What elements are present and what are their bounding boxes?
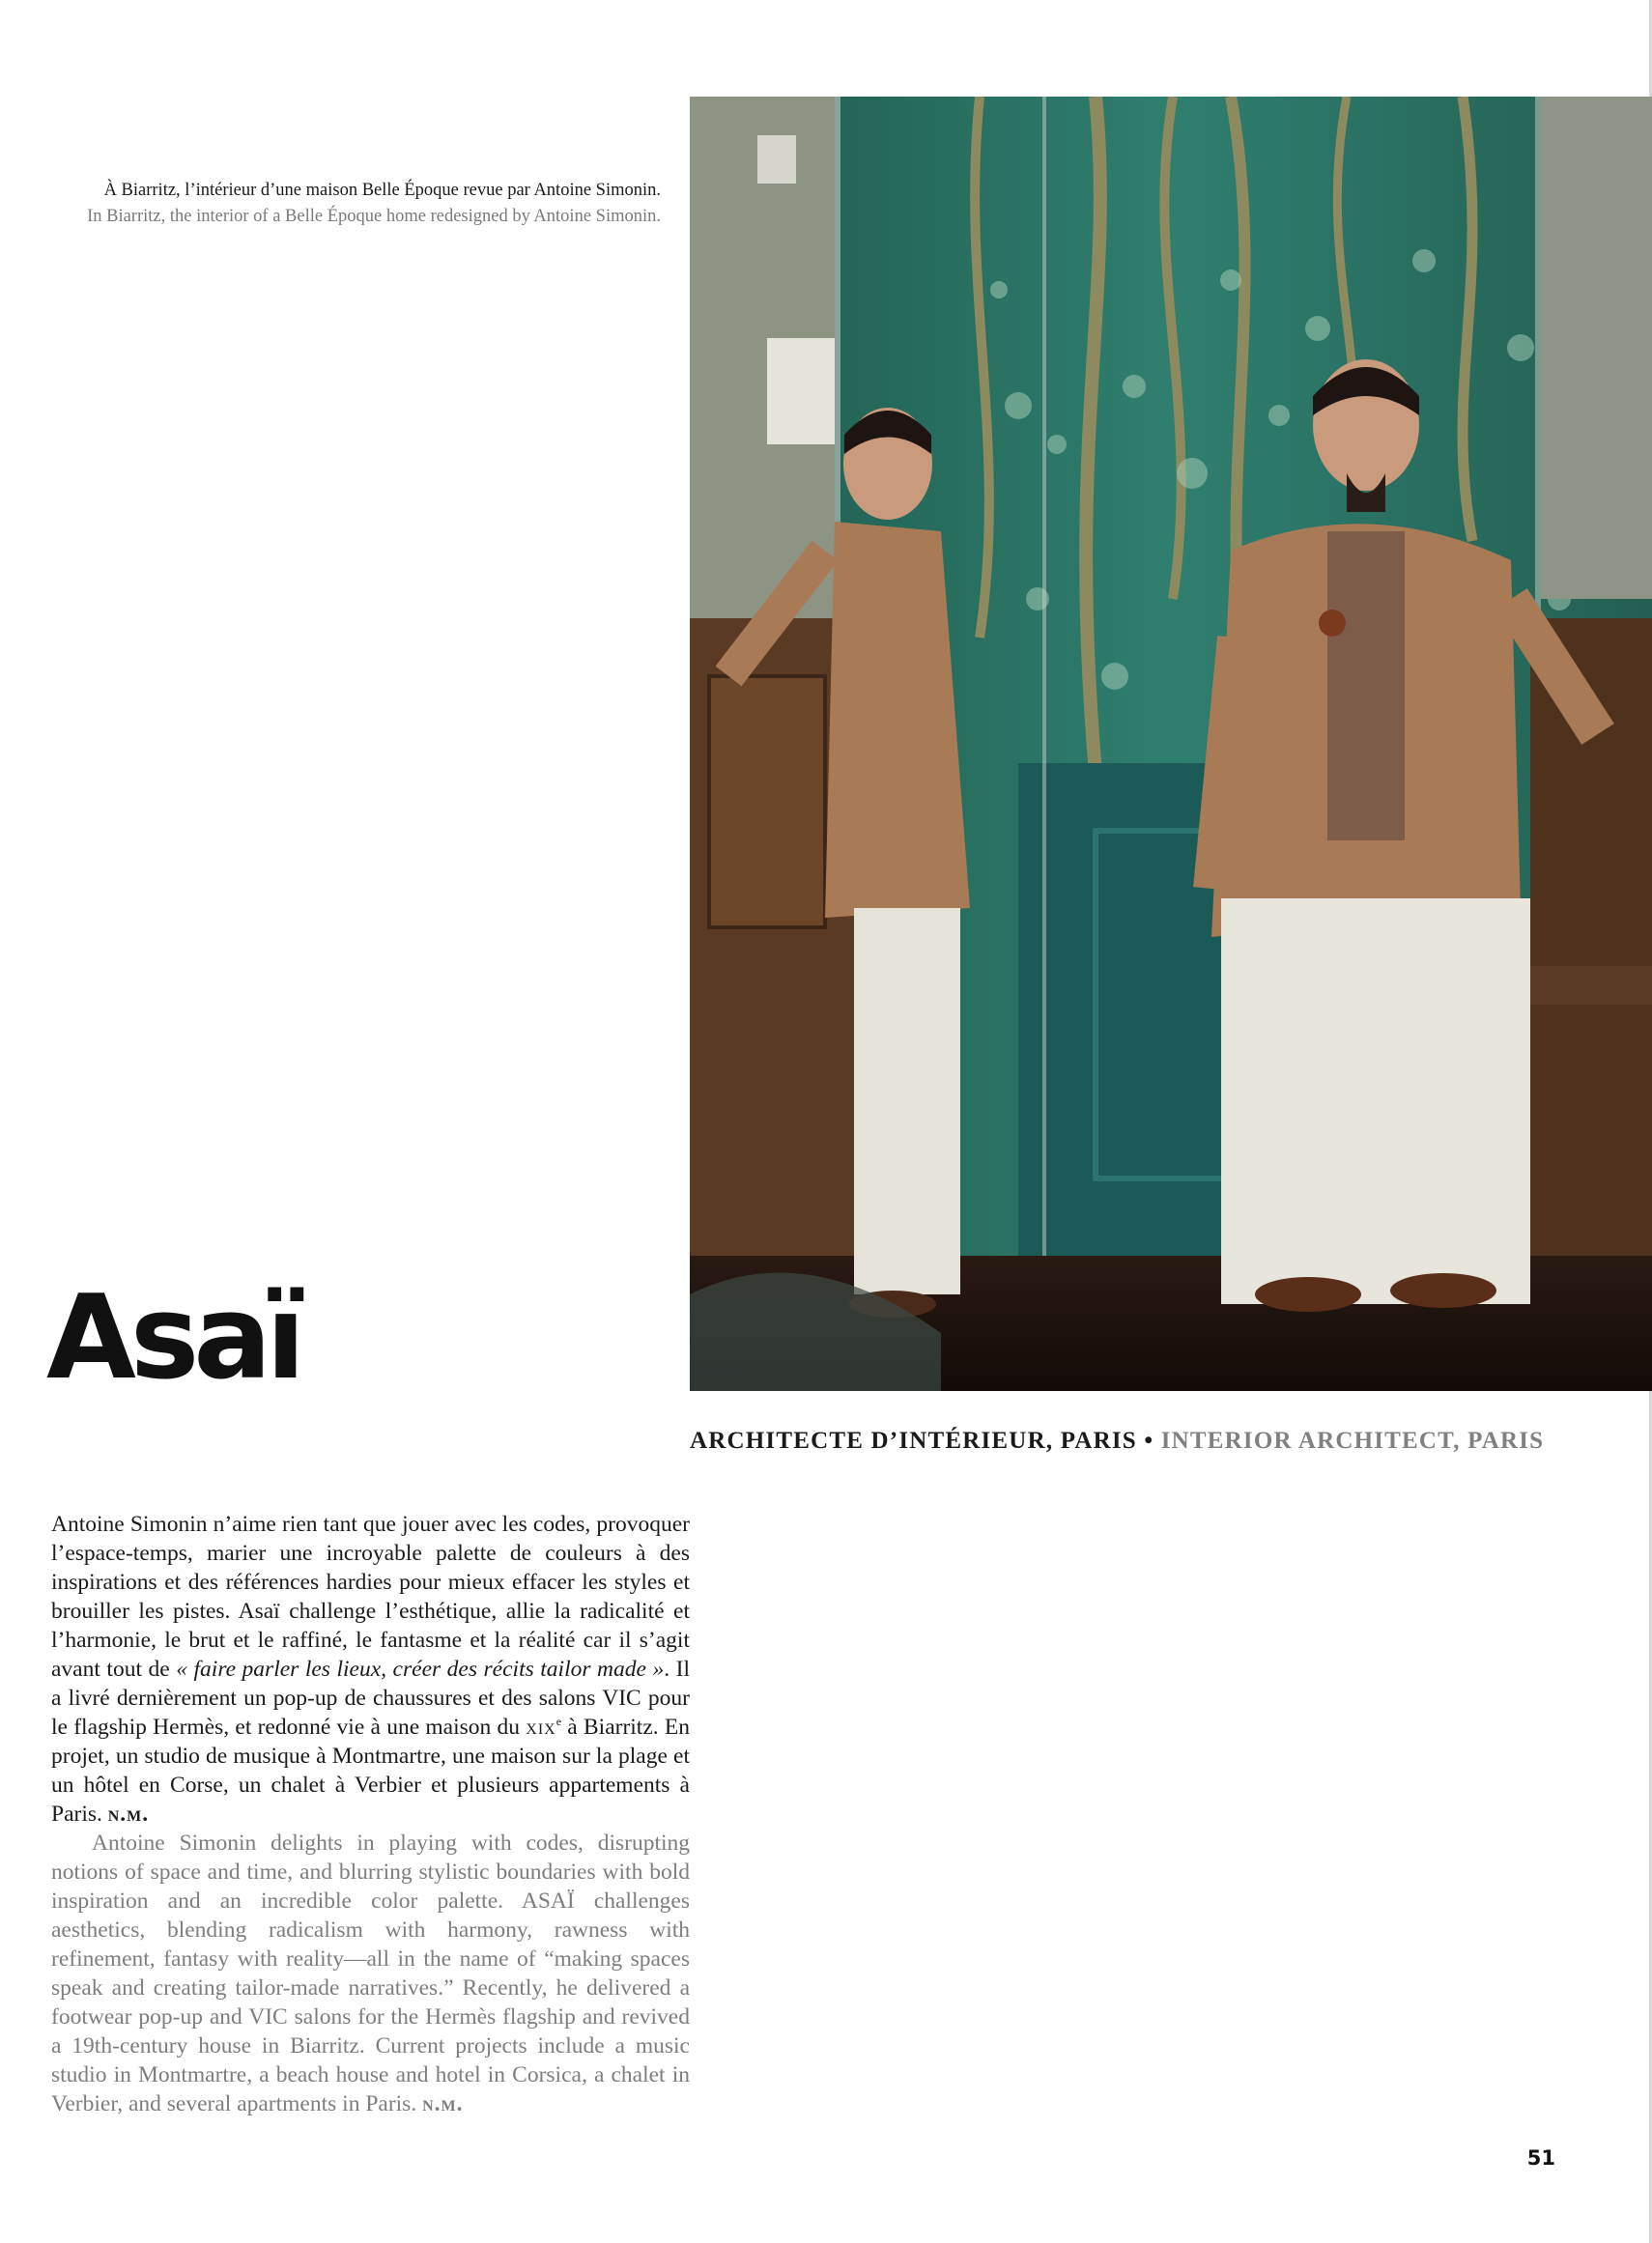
caption-french: À Biarritz, l’intérieur d’une maison Belle Époque revue par Antoine Simonin. bbox=[103, 181, 661, 200]
body-fr-part3: à Biarritz. En projet, un studio de musique à Montmartre, une maison sur la plage et un hôtel en Corse, un chalet à Verbier et plusieurs appartements à Paris. bbox=[51, 1715, 690, 1827]
body-fr-quote: « faire parler les lieux, créer des récits tailor made » bbox=[176, 1657, 665, 1682]
body-en-signature: n.m. bbox=[422, 2091, 464, 2116]
article-title: Asaï bbox=[46, 1271, 300, 1405]
body-en-text: Antoine Simonin delights in playing with codes, disrupting notions of space and time, and blurring stylistic boundaries with bold inspiration and an incredible color palette. ASAÏ challenges aesthetics, blending radicalism with harmony, rawness with refinement, fantasy with reality—all in the name of “making spaces speak and creating tailor-made narratives.” Recently, he delivered a footwear pop-up and VIC salons for the Hermès flagship and revived a 19th-century house in Biarritz. Current projects include a music studio in Montmartre, a beach house and hotel in Corsica, a chalet in Verbier, and several apartments in Paris. bbox=[51, 1831, 690, 2116]
subtitle-english: INTERIOR ARCHITECT, PARIS bbox=[1160, 1428, 1545, 1454]
photo-caption bbox=[39, 178, 661, 230]
body-fr-part1: Antoine Simonin n’aime rien tant que jouer avec les codes, provoquer l’espace-temps, marier une incroyable palette de couleurs à des inspirations et des références hardies pour mieux effacer les styles et brouiller les pistes. Asaï challenge l’esthétique, allie la radicalité et l’harmonie, le brut et le raffiné, le fantasme et la réalité car il s’agit avant tout de bbox=[51, 1512, 690, 1682]
body-fr-signature: n.m. bbox=[107, 1802, 150, 1827]
body-fr-part2: . Il a livré dernièrement un pop-up de chaussures et des salons VIC pour le flagship Hermès, et redonné vie à une maison du bbox=[51, 1657, 690, 1740]
profession-subtitle bbox=[690, 1426, 1544, 1457]
page-number: 51 bbox=[1526, 2146, 1555, 2170]
subtitle-french: ARCHITECTE D’INTÉRIEUR, PARIS bbox=[690, 1428, 1137, 1454]
body-fr-century: xix bbox=[526, 1715, 556, 1740]
article-body bbox=[51, 1510, 690, 2118]
body-paragraph-english bbox=[51, 1829, 690, 2118]
caption-english: In Biarritz, the interior of a Belle Époque home redesigned by Antoine Simonin. bbox=[87, 207, 661, 226]
portrait-photo bbox=[690, 97, 1652, 1391]
body-fr-century-sup: e bbox=[555, 1715, 562, 1728]
body-paragraph-french bbox=[51, 1510, 690, 1829]
portrait-photo-illustration bbox=[690, 97, 1652, 1391]
subtitle-separator: • bbox=[1136, 1428, 1161, 1454]
